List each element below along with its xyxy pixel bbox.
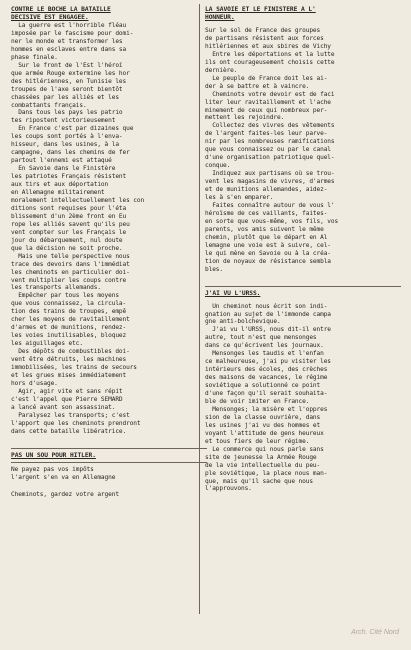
text-line: d'armes et de munitions, rendez- <box>11 324 127 332</box>
article-savoie <box>205 27 401 274</box>
text-line: les usines j'ai vu des hommes et <box>205 421 321 429</box>
text-line: les cheminots en particulier doi- <box>11 268 130 276</box>
text-line: ner le monde et transformer les <box>11 37 123 45</box>
headline-line: DECISIVE EST ENGAGEE. <box>11 14 89 21</box>
text-line: Paralysez les transports; c'est <box>11 411 130 419</box>
text-line: rope les alliés savent qu'ils peu <box>11 220 130 228</box>
text-line: les patriotes Français résistent <box>11 173 127 181</box>
text-line: blissement d'un 2ème front en Eu <box>11 212 127 220</box>
text-line: tion des trains de troupes, empê <box>11 308 127 316</box>
text-line: le qui mène en Savoie ou à la créa- <box>205 249 331 257</box>
text-line: que vous connaissez ou par le canal <box>205 146 331 154</box>
section-rule <box>11 462 207 463</box>
text-line: En France c'est par dizaines que <box>11 125 134 133</box>
text-line: imposée par le fascisme pour domi- <box>11 29 134 37</box>
text-line: vent les magasins de vivres, d'armes <box>205 178 335 186</box>
text-line: des maisons de vacances, le régime <box>205 374 328 382</box>
text-line: Un cheminot nous écrit son indi- <box>205 302 328 310</box>
text-line: c'est l'appel que Pierre SEMARD <box>11 395 123 403</box>
text-line: les à s'en emparer. <box>205 194 274 202</box>
text-line: voyant l'attitude de gens heureux <box>205 429 324 437</box>
text-line: Empêcher par tous les moyens <box>11 292 119 300</box>
text-line: Le peuple de France doit les ai- <box>205 74 328 82</box>
text-line: liter leur ravitaillement et l'ache <box>205 98 331 106</box>
text-line: Agir, agir vite et sans répit <box>11 387 123 395</box>
text-line: Entre les déportations et la lutte <box>205 50 335 58</box>
headline-line: HONNEUR. <box>205 14 235 21</box>
text-line: moralement intellectuellement les con <box>11 196 145 204</box>
text-line: tion de noyaux de résistance sembla <box>205 257 331 265</box>
text-line: gnation au sujet de l'immonde campa <box>205 310 331 318</box>
text-line: ple soviétique, la place nous man- <box>205 469 328 477</box>
text-line: d'une façon qu'il serait souhaita- <box>205 390 328 398</box>
text-line: soviétique a solutionné ce point <box>205 382 321 390</box>
text-line: phase finale. <box>11 53 58 61</box>
text-line: dernière. <box>205 66 238 74</box>
text-line: que la décision ne soit proche. <box>11 244 123 252</box>
text-line: hors d'usage. <box>11 379 58 387</box>
headline-savoie <box>205 6 401 22</box>
text-line: partout l'ennemi est attaqué <box>11 157 112 165</box>
text-line: combattants français. <box>11 101 87 109</box>
text-line: Mensonges; la misère et l'oppres <box>205 405 328 413</box>
text-line: chemin, plutôt que le départ en Al <box>205 233 328 241</box>
text-line: gne anti-bolchevique. <box>205 318 281 326</box>
headline-bataille <box>11 6 207 22</box>
text-line: de la vie intellectuelle du peu- <box>205 461 321 469</box>
text-line: Ne payez pas vos impôts <box>11 465 94 473</box>
text-line: campagne, dans les chemins de fer <box>11 149 130 157</box>
text-line: ils ont courageusement choisis cette <box>205 58 335 66</box>
text-line: cher les moyens de ravitaillement <box>11 316 130 324</box>
text-line: autre, tout n'est que mensonges <box>205 334 317 342</box>
archive-stamp: Arch. Cité Nord <box>351 629 399 636</box>
text-line: der à se battre et à vaincre. <box>205 82 310 90</box>
text-line: d'une organisation patriotique quel- <box>205 154 335 162</box>
text-line: que, mais qu'il sache que nous <box>205 477 313 485</box>
text-line: Sur le sol de France des groupes <box>205 27 321 34</box>
text-line: parents, vos amis suivent le même <box>205 225 324 233</box>
text-line: conque. <box>205 162 231 170</box>
article-pas-un-sou <box>11 466 207 482</box>
left-column <box>11 6 207 499</box>
text-line: jour du débarquement, nul doute <box>11 236 123 244</box>
text-line: hisseur, dans les usines, à la <box>11 141 119 149</box>
section-rule <box>11 448 207 449</box>
text-line: vent être détruits, les machines <box>11 356 127 364</box>
article-bataille <box>11 22 207 436</box>
text-line: hommes en esclaves entre dans sa <box>11 45 127 53</box>
text-line: ce malheureuse, j'ai pu visiter les <box>205 358 331 366</box>
text-line: les voies inutilisables, bloquez <box>11 332 127 340</box>
text-line: nir par les nombreuses ramifications <box>205 138 335 146</box>
text-line: de partisans résistent aux forces <box>205 34 324 42</box>
text-line: Faites connaître autour de vous l' <box>205 201 335 209</box>
section-rule <box>205 286 401 287</box>
headline-urss: J'AI VU L'URSS. <box>205 289 261 297</box>
headline-pas-un-sou: PAS UN SOU POUR HITLER. <box>11 451 96 459</box>
text-line: tes ripostent victorieusement <box>11 117 116 125</box>
text-line: aux tirs et aux déportation <box>11 181 109 189</box>
text-line: immobilisées, les trains de secours <box>11 363 137 371</box>
text-line: des hitlériennes, en Tunisie les <box>11 77 127 85</box>
text-line: hitlériennes et aux sbires de Vichy <box>205 42 331 50</box>
text-line: les coups sont portés à l'enva- <box>11 133 123 141</box>
text-line: de l'argent faites-les leur parve- <box>205 130 328 138</box>
text-line: J'ai vu l'URSS, nous dit-il entre <box>205 326 331 334</box>
text-line: Mensonges les taudis et l'enfan <box>205 350 324 358</box>
text-line: Le commerce qui nous parle sans <box>205 445 324 453</box>
text-line: et de munitions allemandes, aidez- <box>205 186 328 194</box>
text-line: En Savoie dans le Finistère <box>11 165 116 173</box>
text-line: l'approuvons. <box>205 485 252 493</box>
text-line: et tous fiers de leur régime. <box>205 437 310 445</box>
text-line: bles. <box>205 265 223 273</box>
text-line: La guerre est l'horrible fléau <box>11 22 127 29</box>
text-line: dans ce qu'écrivent les journaux. <box>205 342 324 350</box>
text-line: minement de ceux qui nombreux per- <box>205 106 328 114</box>
text-line: ble de voir imiter en France. <box>205 397 310 405</box>
text-line: site de jeunesse la Armée Rouge <box>205 453 317 461</box>
text-line: trace des devoirs dans l'immédiat <box>11 260 130 268</box>
text-line: Indiquez aux partisans où se trou- <box>205 170 335 178</box>
text-line: lemagne une voie est à suivre, cel- <box>205 241 331 249</box>
text-line: que armée Rouge extermine les hor <box>11 69 130 77</box>
text-line: que vous connaissez, la circula- <box>11 300 127 308</box>
text-line: Collectez des vivres des vêtements <box>205 122 335 130</box>
text-line: mettent les rejoindre. <box>205 114 285 122</box>
text-line: Des dépôts de combustibles doi- <box>11 348 130 356</box>
text-line: en sorte que vous-même, vos fils, vos <box>205 217 339 225</box>
closing-slogan: Cheminots, gardez votre argent <box>11 491 119 499</box>
article-urss <box>205 303 401 494</box>
text-line: l'apport que les cheminots prendront <box>11 419 141 427</box>
text-line: les transports allemands. <box>11 284 101 292</box>
text-line: vent multiplier les coups contre <box>11 276 127 284</box>
text-line: intérieurs des écoles, des crèches <box>205 366 328 374</box>
right-column <box>205 6 401 493</box>
text-line: Dans tous les pays les patrio <box>11 109 123 117</box>
headline-line: LA SAVOIE ET LE FINISTERE A L' <box>205 6 316 13</box>
column-divider <box>199 4 200 614</box>
text-line: Sur le front de l'Est l'héroï <box>11 61 123 69</box>
text-line: dans cette bataille libératrice. <box>11 427 127 435</box>
text-line: ditions sont requises pour l'éta <box>11 204 127 212</box>
text-line: et les grues mises immédiatement <box>11 371 127 379</box>
text-line: vent compter sur les Français le <box>11 228 127 236</box>
text-line: l'argent s'en va en Allemagne <box>11 473 116 481</box>
text-line: sion de la classe ouvrière, dans <box>205 413 321 421</box>
text-line: troupes de l'axe seront bientôt <box>11 85 123 93</box>
text-line: les aiguillages etc. <box>11 340 83 348</box>
text-line: Cheminots votre devoir est de faci <box>205 90 335 98</box>
text-line: en Allemagne militairement <box>11 189 105 197</box>
text-line: Mais une telle perspective nous <box>11 252 130 260</box>
headline-line: CONTRE LE BOCHE LA BATAILLE <box>11 6 111 13</box>
text-line: a lancé avant son assassinat. <box>11 403 116 411</box>
text-line: chassées par les alliés et les <box>11 93 119 101</box>
text-line: héroïsme de ces vaillants, faites- <box>205 209 328 217</box>
